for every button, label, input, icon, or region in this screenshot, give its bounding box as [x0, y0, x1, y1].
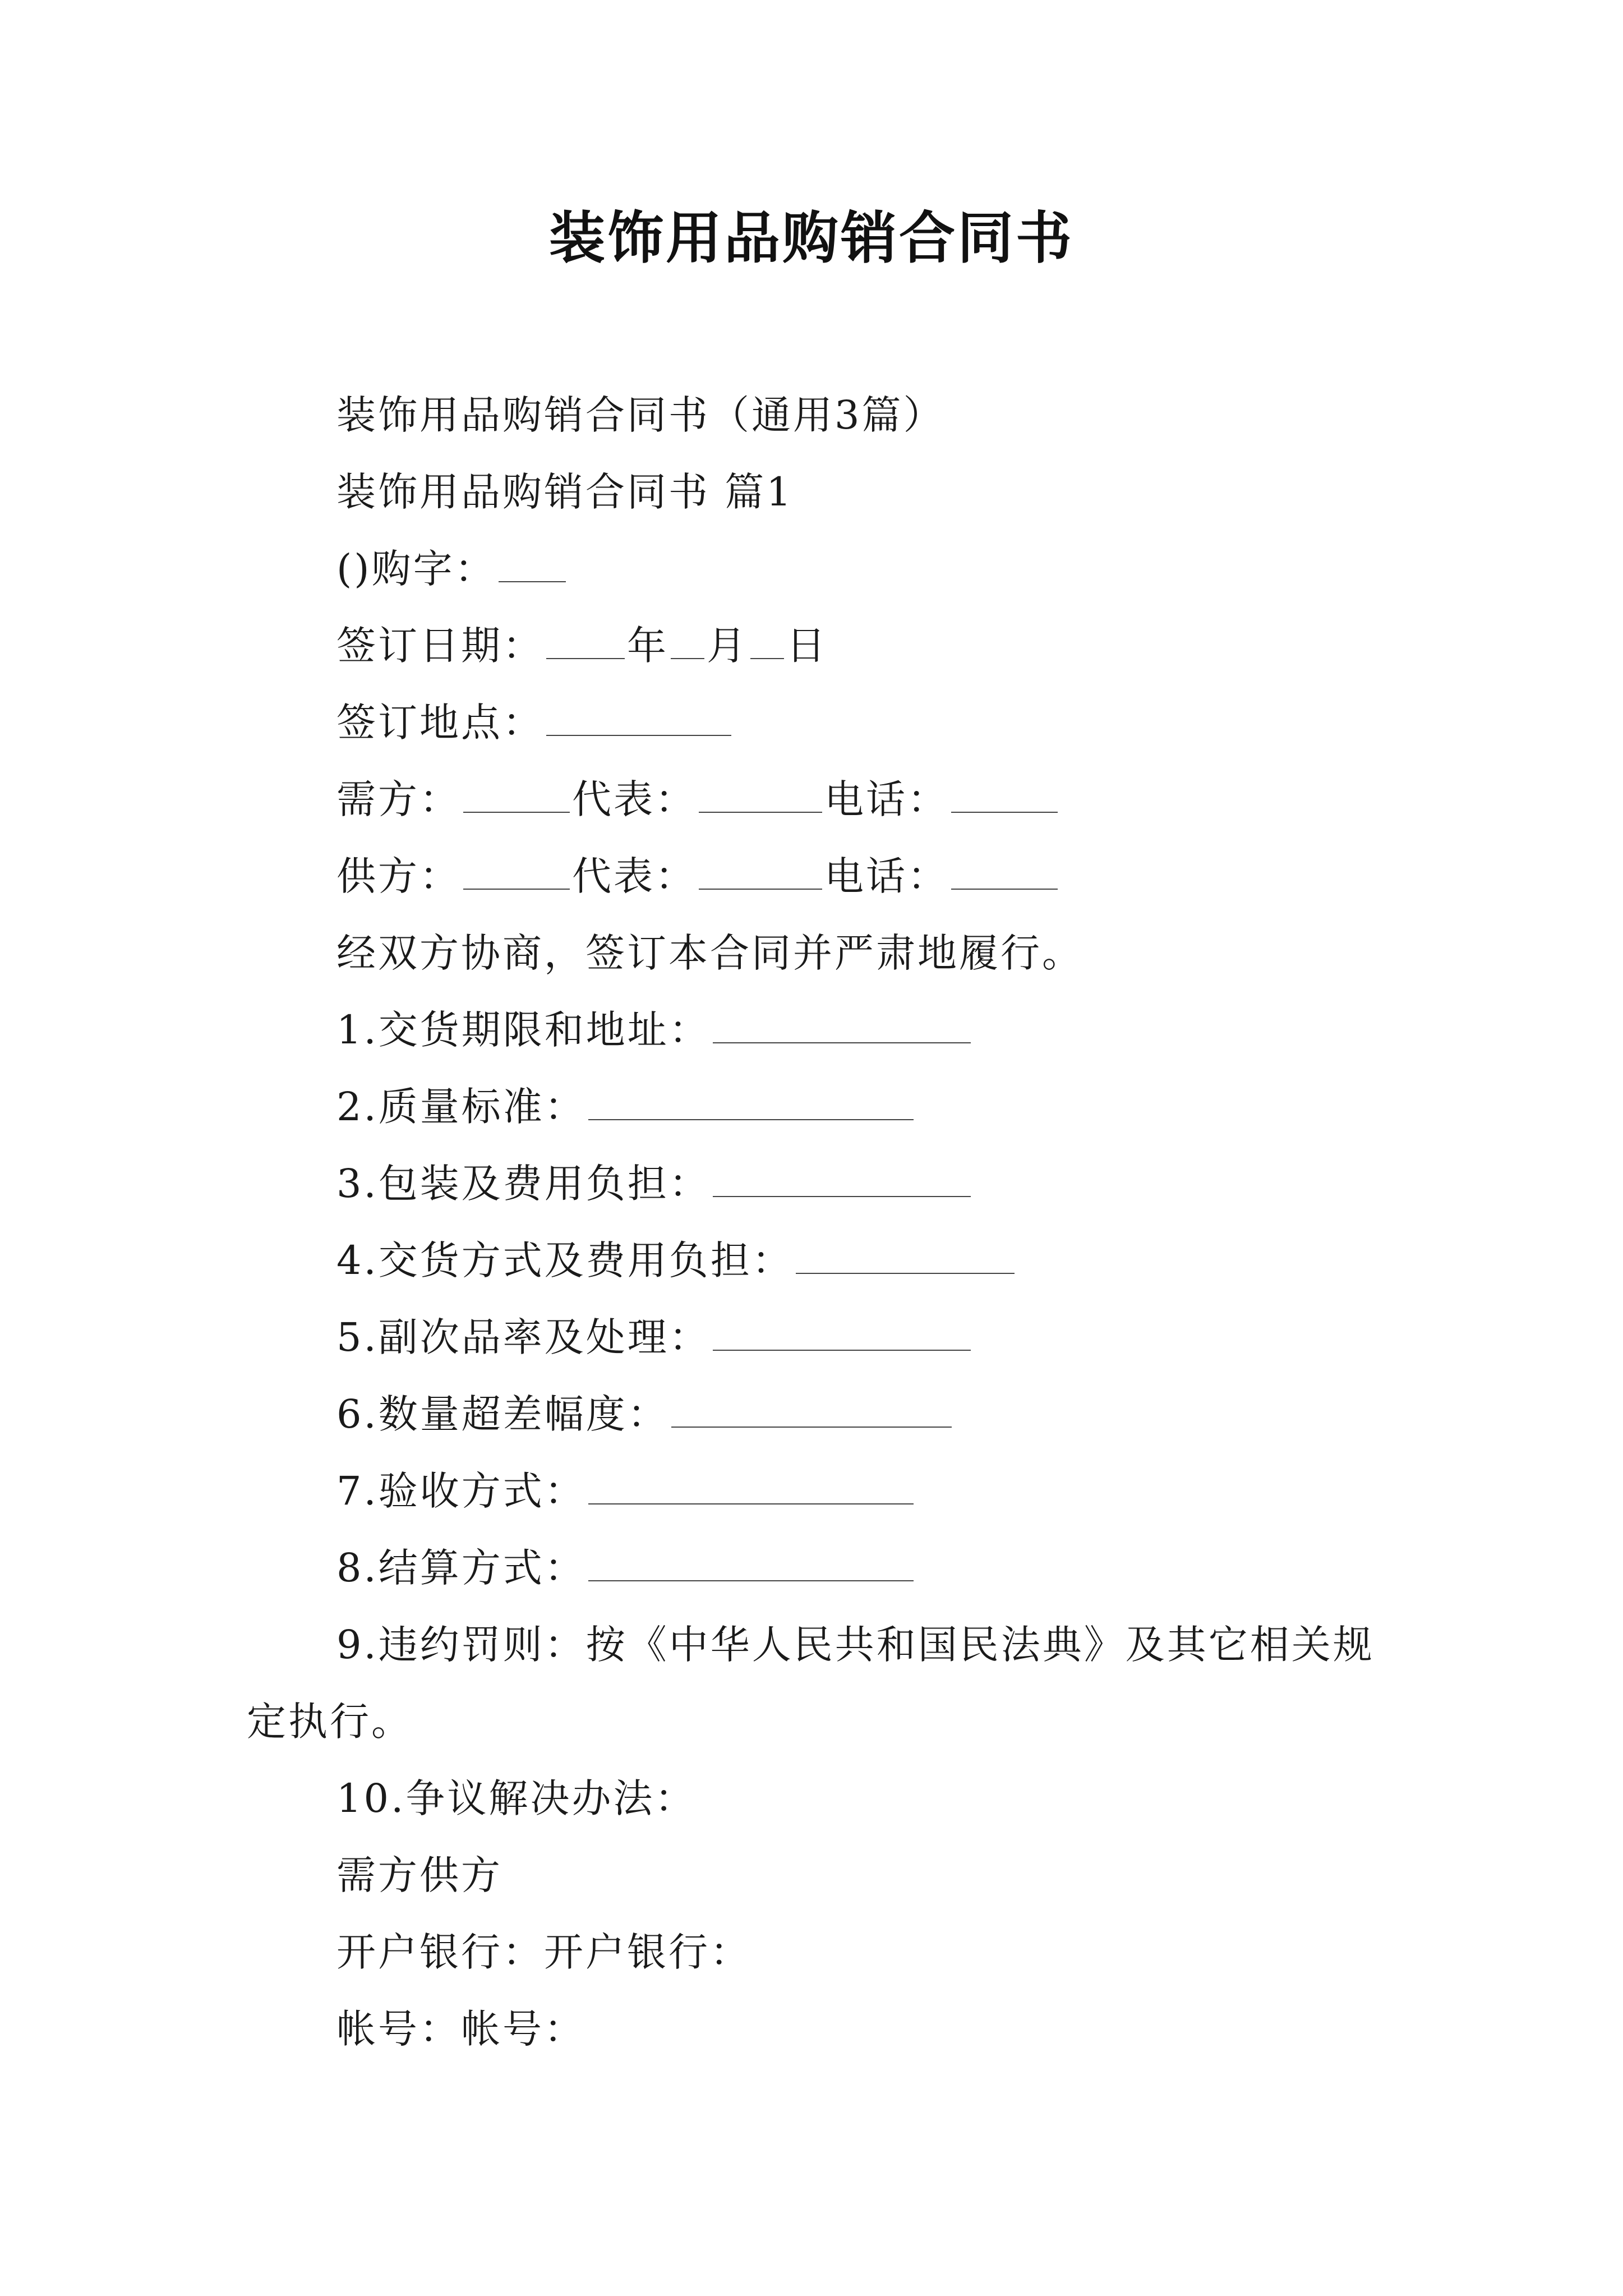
clause-8 — [247, 1530, 1391, 1607]
contract-number-line — [247, 531, 1391, 608]
sign-place-blank — [546, 702, 731, 736]
month-blank — [671, 625, 704, 659]
buyer-label: 需方： — [336, 776, 461, 822]
agreement-statement: 经双方协商，签订本合同并严肃地履行。 — [336, 930, 1083, 976]
clause-10: 10.争议解决办法： — [336, 1775, 697, 1821]
sign-date-label: 签订日期： — [336, 623, 544, 669]
clause-3-blank — [713, 1163, 971, 1197]
section-heading: 装饰用品购销合同书 篇1 — [336, 469, 794, 515]
buyer-line — [247, 761, 1391, 838]
supplier-phone-label: 电话： — [824, 853, 949, 899]
supplier-line — [247, 838, 1391, 915]
sign-date-line — [247, 608, 1391, 684]
buyer-phone-label: 电话： — [824, 776, 949, 822]
clause-5-blank — [713, 1317, 971, 1351]
clause-4-blank — [796, 1240, 1015, 1274]
clause-3-label: 3.包装及费用负担： — [336, 1161, 711, 1207]
supplier-rep-label: 代表： — [572, 853, 697, 899]
clause-5-label: 5.副次品率及处理： — [336, 1314, 711, 1360]
buyer-rep-label: 代表： — [572, 776, 697, 822]
clause-2-blank — [588, 1087, 914, 1120]
clause-6-label: 6.数量超差幅度： — [336, 1391, 669, 1437]
signature-parties: 需方供方 — [336, 1852, 502, 1898]
supplier-blank — [463, 856, 570, 890]
sign-place-label: 签订地点： — [336, 700, 544, 746]
buyer-blank — [463, 779, 570, 813]
year-blank — [546, 625, 625, 659]
clause-4 — [247, 1222, 1391, 1299]
day-blank — [750, 625, 784, 659]
supplier-phone-blank — [951, 856, 1058, 890]
clause-7-blank — [588, 1471, 914, 1504]
clause-3 — [247, 1145, 1391, 1222]
clause-7-label: 7.验收方式： — [336, 1468, 586, 1514]
clause-4-label: 4.交货方式及费用负担： — [336, 1237, 794, 1283]
clause-6-blank — [671, 1394, 952, 1428]
clause-8-blank — [588, 1548, 914, 1581]
sign-place-line — [247, 684, 1391, 761]
document-title: 装饰用品购销合同书 — [549, 205, 1074, 271]
document-body — [247, 377, 1391, 2068]
year-label: 年 — [627, 623, 668, 669]
bank-line: 开户银行：开户银行： — [336, 1929, 751, 1975]
buyer-phone-blank — [951, 779, 1058, 813]
clause-5 — [247, 1299, 1391, 1376]
month-label: 月 — [707, 623, 748, 669]
doc-subtitle: 装饰用品购销合同书（通用3篇） — [336, 392, 945, 438]
day-label: 日 — [786, 623, 828, 669]
supplier-rep-blank — [699, 856, 822, 890]
clause-2-label: 2.质量标准： — [336, 1084, 586, 1130]
contract-number-blank — [499, 549, 566, 582]
account-line: 帐号：帐号： — [336, 2006, 585, 2052]
clause-2 — [247, 1069, 1391, 1145]
contract-number-label: ()购字： — [336, 546, 496, 592]
clause-6 — [247, 1376, 1391, 1453]
buyer-rep-blank — [699, 779, 822, 813]
clause-8-label: 8.结算方式： — [336, 1545, 586, 1591]
supplier-label: 供方： — [336, 853, 461, 899]
clause-1 — [247, 992, 1391, 1069]
clause-9: 9.违约罚则：按《中华人民共和国民法典》及其它相关规定执行。 — [247, 1622, 1375, 1745]
clause-1-blank — [713, 1010, 971, 1043]
clause-1-label: 1.交货期限和地址： — [336, 1007, 711, 1053]
clause-7 — [247, 1453, 1391, 1530]
